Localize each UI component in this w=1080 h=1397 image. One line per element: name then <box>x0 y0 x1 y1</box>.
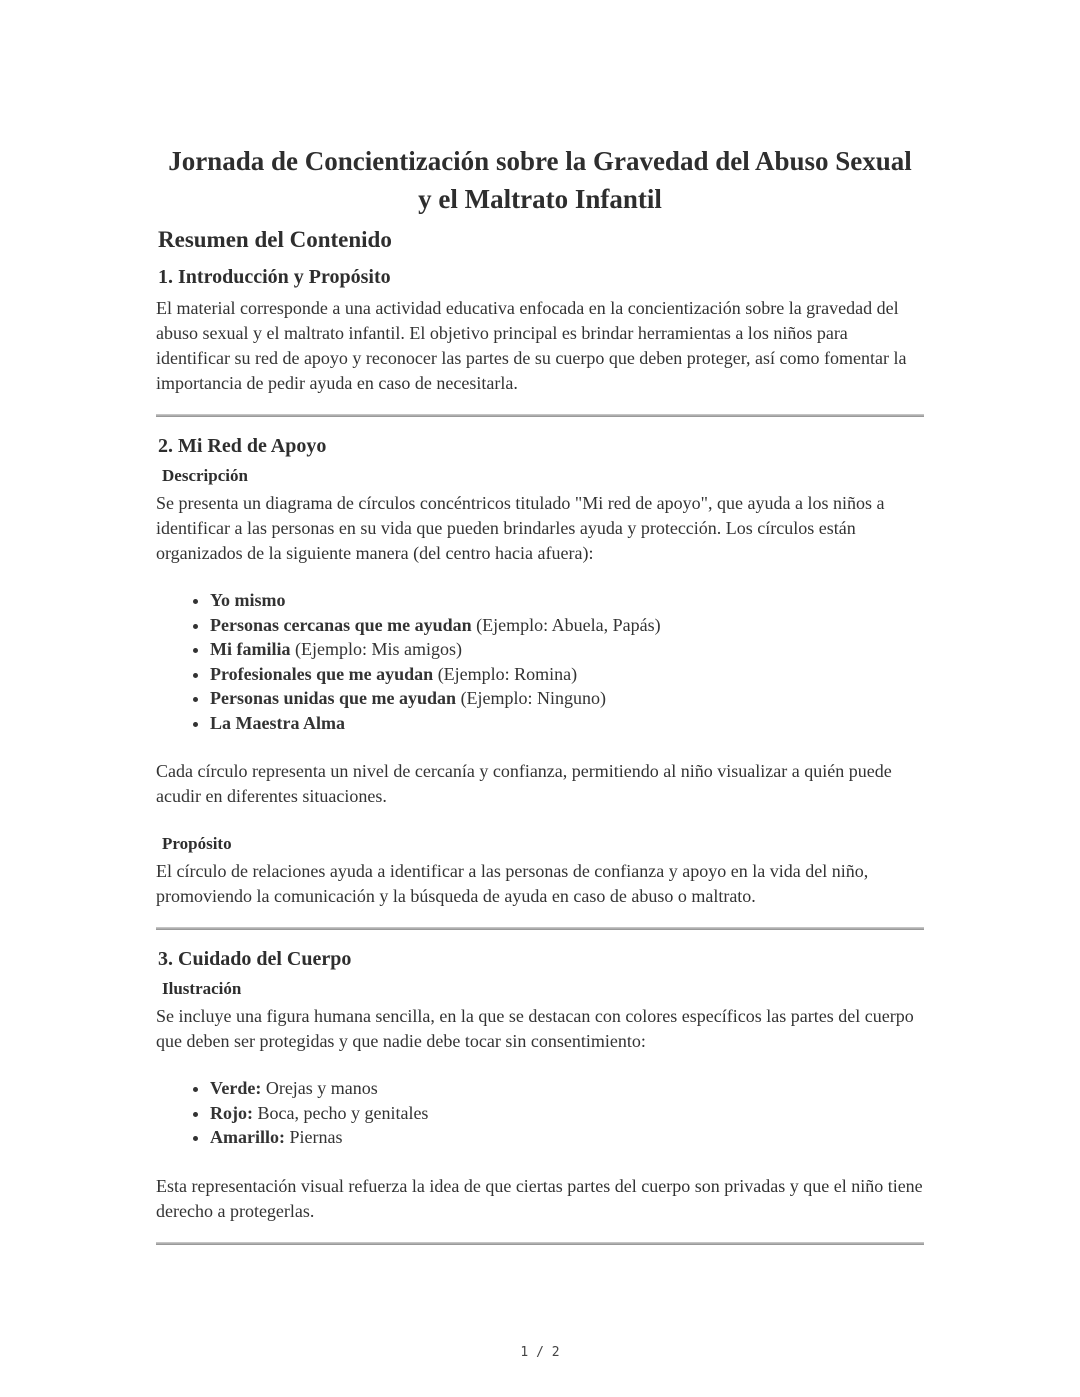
page-number: 1 / 2 <box>520 1345 560 1360</box>
section-1-paragraph: El material corresponde a una actividad educativa enfocada en la concientización sobre la gravedad del abuso sexual y el maltrato infantil. El objetivo principal es brindar herramientas a los niños para identificar su red de apoyo y reconocer las partes de su cuerpo que deben proteger, así como fomentar la importancia de pedir ayuda en caso de necesitarla. <box>156 298 907 393</box>
list-item-rest: Boca, pecho y genitales <box>253 1102 429 1123</box>
list-item-bold: Mi familia <box>210 639 291 659</box>
list-item-bold: Rojo: <box>210 1102 253 1123</box>
page-title-line-1: Jornada de Concientización sobre la Gravedad del Abuso Sexual <box>168 146 912 176</box>
section-2-subheading-proposito: Propósito <box>162 834 232 853</box>
list-item-bold: Personas unidas que me ayudan <box>210 688 457 708</box>
horizontal-rule-1 <box>156 414 924 417</box>
section-2-subheading-descripcion: Descripción <box>162 466 248 485</box>
list-item-bold: Verde: <box>210 1078 262 1098</box>
list-item-rest: Orejas y manos <box>261 1078 378 1098</box>
section-1-heading: 1. Introducción y Propósito <box>158 266 391 288</box>
list-item <box>210 662 924 687</box>
list-item-rest: (Ejemplo: Romina) <box>433 663 578 684</box>
list-item-rest: (Ejemplo: Abuela, Papás) <box>471 614 661 635</box>
page-title <box>156 142 924 218</box>
summary-heading: Resumen del Contenido <box>158 227 392 252</box>
list-item-rest: (Ejemplo: Mis amigos) <box>290 639 462 659</box>
section-3-paragraph-2: Esta representación visual refuerza la idea de que ciertas partes del cuerpo son privadas y que el niño tiene derecho a protegerlas. <box>156 1175 923 1221</box>
list-item <box>210 1076 924 1101</box>
section-3-subheading-ilustracion: Ilustración <box>162 979 242 998</box>
list-item <box>210 1125 924 1150</box>
list-item-bold: La Maestra Alma <box>210 712 345 733</box>
horizontal-rule-2 <box>156 927 924 930</box>
body-parts-color-list <box>156 1076 924 1150</box>
list-item-rest: Piernas <box>284 1127 343 1147</box>
list-item <box>210 686 924 711</box>
section-2-paragraph-3: El círculo de relaciones ayuda a identificar a las personas de confianza y apoyo en la vida del niño, promoviendo la comunicación y la búsqueda de ayuda en caso de abuso o maltrato. <box>156 861 869 906</box>
section-3-heading: 3. Cuidado del Cuerpo <box>158 948 352 970</box>
list-item <box>210 588 924 613</box>
list-item-bold: Personas cercanas que me ayudan <box>210 614 472 635</box>
horizontal-rule-3 <box>156 1242 924 1245</box>
list-item <box>210 637 924 662</box>
list-item-bold: Yo mismo <box>210 590 286 610</box>
list-item <box>210 711 924 736</box>
section-3-paragraph-1: Se incluye una figura humana sencilla, en la que se destacan con colores específicos las partes del cuerpo que deben ser protegidas y que nadie debe tocar sin consentimiento: <box>156 1006 914 1051</box>
list-item-rest: (Ejemplo: Ninguno) <box>456 688 607 708</box>
section-2-paragraph-2: Cada círculo representa un nivel de cercanía y confianza, permitiendo al niño visualizar a quién puede acudir en diferentes situaciones. <box>156 761 892 806</box>
list-item-bold: Amarillo: <box>210 1127 285 1147</box>
list-item-bold: Profesionales que me ayudan <box>210 663 434 684</box>
list-item <box>210 613 924 638</box>
support-network-list <box>156 588 924 735</box>
section-2-heading: 2. Mi Red de Apoyo <box>158 435 327 457</box>
section-2-paragraph-1: Se presenta un diagrama de círculos concéntricos titulado "Mi red de apoyo", que ayuda a los niños a identificar a las personas en su vida que pueden brindarles ayuda y protección. Los círculos están organizados de la siguiente manera (del centro hacia afuera): <box>156 493 885 563</box>
page-title-line-2: y el Maltrato Infantil <box>418 184 662 214</box>
list-item <box>210 1101 924 1126</box>
